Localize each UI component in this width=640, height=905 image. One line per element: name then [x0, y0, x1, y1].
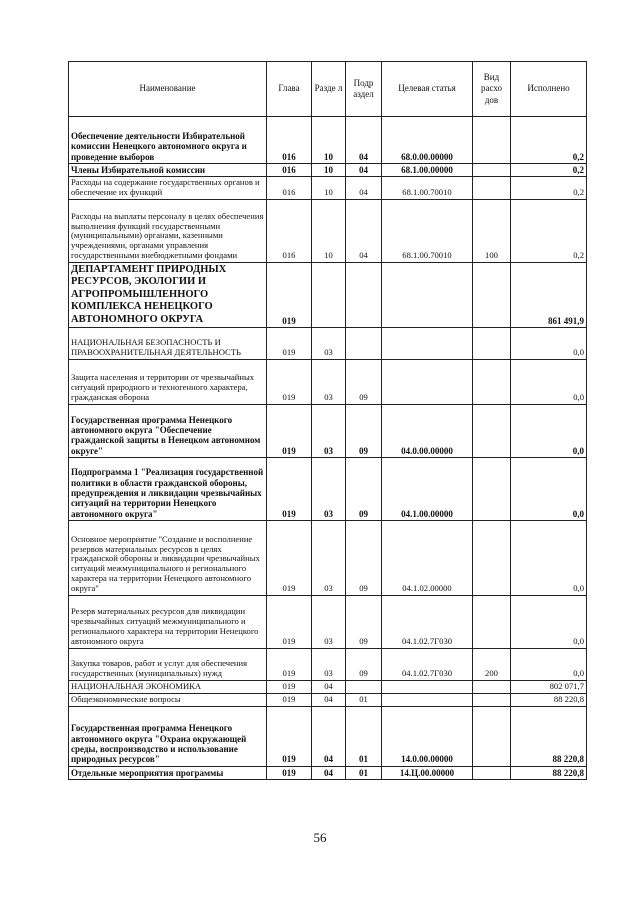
table-row	[69, 457, 587, 520]
cell-name: Государственная программа Ненецкого автономного округа "Охрана окружающей среды, воспроизводство и использование природных ресурсов"	[69, 706, 267, 766]
cell-podrazdel: 04	[346, 200, 382, 263]
cell-vid: 200	[473, 648, 511, 680]
cell-razdel: 10	[312, 200, 346, 263]
cell-ispolneno: 88 220,8	[511, 693, 587, 706]
cell-glava: 019	[267, 693, 312, 706]
cell-podrazdel: 09	[346, 520, 382, 595]
cell-vid	[473, 520, 511, 595]
cell-glava: 019	[267, 457, 312, 520]
cell-ispolneno: 88 220,8	[511, 706, 587, 766]
cell-ispolneno: 0,2	[511, 200, 587, 263]
col-header-ispolneno: Исполнено	[511, 62, 587, 117]
cell-name: Обеспечение деятельности Избирательной комиссии Ненецкого автономного округа и проведение выборов	[69, 117, 267, 164]
cell-statya: 04.1.02.7Г030	[382, 595, 473, 648]
cell-ispolneno: 861 491,9	[511, 263, 587, 328]
cell-ispolneno: 0,2	[511, 177, 587, 200]
cell-name: Государственная программа Ненецкого автономного округа "Обеспечение гражданской защиты в Ненецком автономном округе"	[69, 404, 267, 457]
cell-glava: 019	[267, 648, 312, 680]
cell-glava: 016	[267, 164, 312, 177]
cell-name: НАЦИОНАЛЬНАЯ БЕЗОПАСНОСТЬ И ПРАВООХРАНИТЕЛЬНАЯ ДЕЯТЕЛЬНОСТЬ	[69, 327, 267, 359]
cell-podrazdel: 09	[346, 648, 382, 680]
cell-glava: 019	[267, 706, 312, 766]
table-row	[69, 648, 587, 680]
cell-ispolneno: 0,0	[511, 520, 587, 595]
cell-ispolneno: 0,0	[511, 648, 587, 680]
cell-statya: 04.0.00.00000	[382, 404, 473, 457]
col-header-glava: Глава	[267, 62, 312, 117]
col-header-statya: Целевая статья	[382, 62, 473, 117]
table-row	[69, 766, 587, 779]
cell-name: Общеэкономические вопросы	[69, 693, 267, 706]
cell-razdel: 03	[312, 648, 346, 680]
cell-glava: 019	[267, 520, 312, 595]
cell-vid	[473, 595, 511, 648]
cell-glava: 019	[267, 595, 312, 648]
col-header-vid: Вид расхо дов	[473, 62, 511, 117]
cell-razdel: 03	[312, 520, 346, 595]
cell-podrazdel: 01	[346, 693, 382, 706]
table-row	[69, 177, 587, 200]
table-row	[69, 404, 587, 457]
cell-ispolneno: 0,0	[511, 595, 587, 648]
cell-razdel: 03	[312, 457, 346, 520]
cell-vid	[473, 766, 511, 779]
cell-statya	[382, 680, 473, 693]
cell-podrazdel: 04	[346, 164, 382, 177]
cell-name: Подпрограмма 1 "Реализация государственной политики в области гражданской обороны, предупреждения и ликвидации чрезвычайных ситуаций на территории Ненецкого автономного округа"	[69, 457, 267, 520]
table-row	[69, 359, 587, 404]
cell-vid	[473, 404, 511, 457]
cell-podrazdel: 09	[346, 457, 382, 520]
cell-name: Отдельные мероприятия программы	[69, 766, 267, 779]
cell-glava: 019	[267, 404, 312, 457]
cell-razdel: 04	[312, 693, 346, 706]
cell-ispolneno: 0,2	[511, 117, 587, 164]
budget-table	[68, 61, 587, 780]
cell-vid	[473, 359, 511, 404]
cell-vid	[473, 706, 511, 766]
cell-glava: 016	[267, 117, 312, 164]
cell-ispolneno: 0,0	[511, 359, 587, 404]
page-number: 56	[313, 830, 327, 845]
cell-ispolneno: 88 220,8	[511, 766, 587, 779]
table-row	[69, 327, 587, 359]
cell-statya: 68.0.00.00000	[382, 117, 473, 164]
cell-razdel: 04	[312, 766, 346, 779]
table-row	[69, 520, 587, 595]
cell-vid	[473, 263, 511, 328]
cell-vid: 100	[473, 200, 511, 263]
col-header-razdel: Разде л	[312, 62, 346, 117]
cell-podrazdel: 01	[346, 766, 382, 779]
cell-razdel: 03	[312, 359, 346, 404]
table-row	[69, 164, 587, 177]
cell-name: Члены Избирательной комиссии	[69, 164, 267, 177]
cell-vid	[473, 327, 511, 359]
cell-razdel	[312, 263, 346, 328]
cell-razdel: 03	[312, 327, 346, 359]
cell-name: ДЕПАРТАМЕНТ ПРИРОДНЫХ РЕСУРСОВ, ЭКОЛОГИИ И АГРОПРОМЫШЛЕННОГО КОМПЛЕКСА НЕНЕЦКОГО АВТОНОМНОГО ОКРУГА	[69, 263, 267, 328]
cell-ispolneno: 0,0	[511, 457, 587, 520]
table-row	[69, 680, 587, 693]
cell-vid	[473, 164, 511, 177]
cell-ispolneno: 0,0	[511, 327, 587, 359]
cell-glava: 019	[267, 680, 312, 693]
cell-ispolneno: 802 071,7	[511, 680, 587, 693]
cell-podrazdel: 09	[346, 595, 382, 648]
cell-podrazdel: 01	[346, 706, 382, 766]
cell-razdel: 04	[312, 706, 346, 766]
table-row	[69, 263, 587, 328]
cell-vid	[473, 693, 511, 706]
cell-ispolneno: 0,0	[511, 404, 587, 457]
cell-name: Основное мероприятие "Создание и восполнение резервов материальных ресурсов в целях гражданской обороны и ликвидации чрезвычайных ситуаций межмуниципального и регионального характера на территории Ненецкого автономного округа"	[69, 520, 267, 595]
table-row	[69, 200, 587, 263]
cell-statya: 04.1.02.7Г030	[382, 648, 473, 680]
cell-razdel: 10	[312, 117, 346, 164]
cell-statya: 68.1.00.70010	[382, 200, 473, 263]
cell-vid	[473, 680, 511, 693]
cell-podrazdel: 04	[346, 177, 382, 200]
cell-ispolneno: 0,2	[511, 164, 587, 177]
cell-glava: 016	[267, 200, 312, 263]
cell-podrazdel: 09	[346, 359, 382, 404]
col-header-name: Наименование	[69, 62, 267, 117]
table-row	[69, 595, 587, 648]
cell-statya	[382, 263, 473, 328]
cell-glava: 019	[267, 359, 312, 404]
cell-statya: 68.1.00.70010	[382, 177, 473, 200]
cell-name: Расходы на выплаты персоналу в целях обеспечения выполнения функций государственными (муниципальными) органами, казенными учреждениями, органами управления государственными внебюджетными фондами	[69, 200, 267, 263]
cell-statya: 04.1.00.00000	[382, 457, 473, 520]
cell-glava: 016	[267, 177, 312, 200]
cell-vid	[473, 177, 511, 200]
cell-razdel: 10	[312, 177, 346, 200]
cell-podrazdel	[346, 327, 382, 359]
cell-vid	[473, 117, 511, 164]
cell-name: Резерв материальных ресурсов для ликвидации чрезвычайных ситуаций межмуниципального и регионального характера на территории Ненецкого автономного округа	[69, 595, 267, 648]
cell-name: НАЦИОНАЛЬНАЯ ЭКОНОМИКА	[69, 680, 267, 693]
cell-glava: 019	[267, 327, 312, 359]
col-header-podrazdel: Подр аздел	[346, 62, 382, 117]
cell-statya	[382, 327, 473, 359]
cell-razdel: 10	[312, 164, 346, 177]
table-row	[69, 117, 587, 164]
cell-podrazdel	[346, 680, 382, 693]
cell-name: Расходы на содержание государственных органов и обеспечение их функций	[69, 177, 267, 200]
cell-razdel: 03	[312, 595, 346, 648]
cell-name: Защита населения и территории от чрезвычайных ситуаций природного и техногенного характера, гражданская оборона	[69, 359, 267, 404]
table-header-row	[69, 62, 587, 117]
cell-podrazdel: 09	[346, 404, 382, 457]
table-row	[69, 706, 587, 766]
table-row	[69, 693, 587, 706]
cell-statya: 14.0.00.00000	[382, 706, 473, 766]
cell-vid	[473, 457, 511, 520]
cell-podrazdel: 04	[346, 117, 382, 164]
cell-statya: 68.1.00.00000	[382, 164, 473, 177]
cell-statya	[382, 359, 473, 404]
cell-statya: 04.1.02.00000	[382, 520, 473, 595]
cell-statya	[382, 693, 473, 706]
cell-glava: 019	[267, 766, 312, 779]
cell-name: Закупка товаров, работ и услуг для обеспечения государственных (муниципальных) нужд	[69, 648, 267, 680]
cell-glava: 019	[267, 263, 312, 328]
cell-podrazdel	[346, 263, 382, 328]
cell-razdel: 04	[312, 680, 346, 693]
cell-razdel: 03	[312, 404, 346, 457]
cell-statya: 14.Ц.00.00000	[382, 766, 473, 779]
